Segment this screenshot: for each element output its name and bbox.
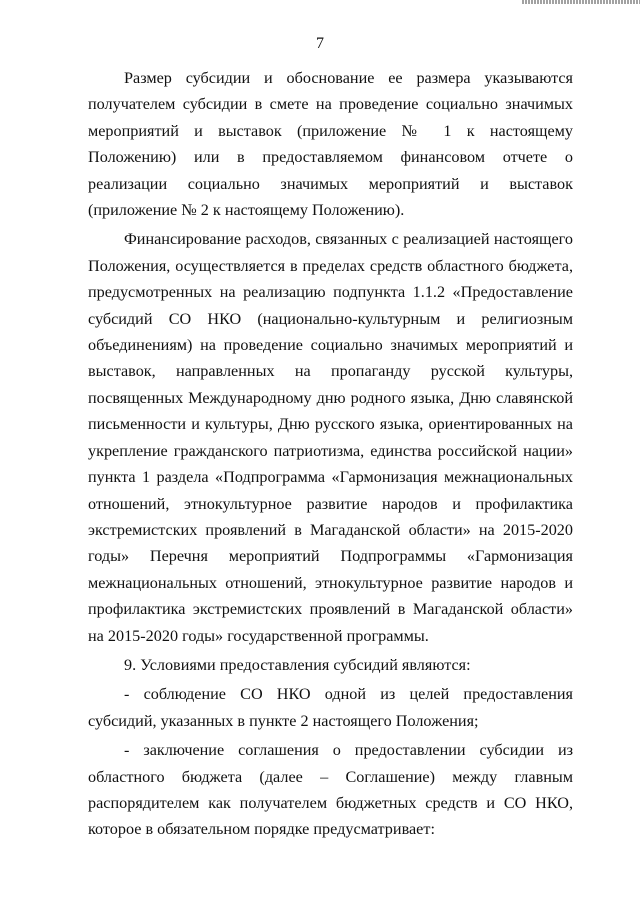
paragraph-financing: Финансирование расходов, связанных с реализацией настоящего Положения, осуществляется в пределах средств областного бюджета, предусмотренных на реализацию подпункта 1.1.2 «Предоставление субсидий СО НКО (национально-культурным и религиозным объединениям) на проведение социально значимых мероприятий и выставок, направленных на пропаганду русской культуры, посвященных Международному дню родного языка, Дню славянской письменности и культуры, Дню русского языка, ориентированных на укрепление гражданского патриотизма, единства российской нации» пункта 1 раздела «Подпрограмма «Гармонизация межнациональных отношений, этнокультурное развитие народов и профилактика экстремистских проявлений в Магаданской области» на 2015-2020 годы» Перечня мероприятий Подпрограммы «Гармонизация межнациональных отношений, этнокультурное развитие народов и профилактика экстремистских проявлений в Магаданской области» на 2015-2020 годы» государственной программы. xyxy=(88,230,573,645)
page-number: 7 xyxy=(316,35,324,52)
document-body xyxy=(88,65,573,843)
paragraph-condition-agreement: - заключение соглашения о предоставлении субсидии из областного бюджета (далее – Соглашение) между главным распорядителем как получателем бюджетных средств и СО НКО, которое в обязательном порядке предусматривает: xyxy=(88,741,573,839)
paragraph-conditions-heading: 9. Условиями предоставления субсидий являются: xyxy=(124,655,471,674)
paragraph-condition-goals: - соблюдение СО НКО одной из целей предоставления субсидий, указанных в пункте 2 настоящего Положения; xyxy=(88,685,573,730)
paragraph-subsidy-size: Размер субсидии и обоснование ее размера указываются получателем субсидии в смете на проведение социально значимых мероприятий и выставок (приложение № 1 к настоящему Положению) или в предоставляемом финансовом отчете о реализации социально значимых мероприятий и выставок (приложение № 2 к настоящему Положению). xyxy=(88,69,573,220)
scan-edge-mark xyxy=(522,0,640,4)
